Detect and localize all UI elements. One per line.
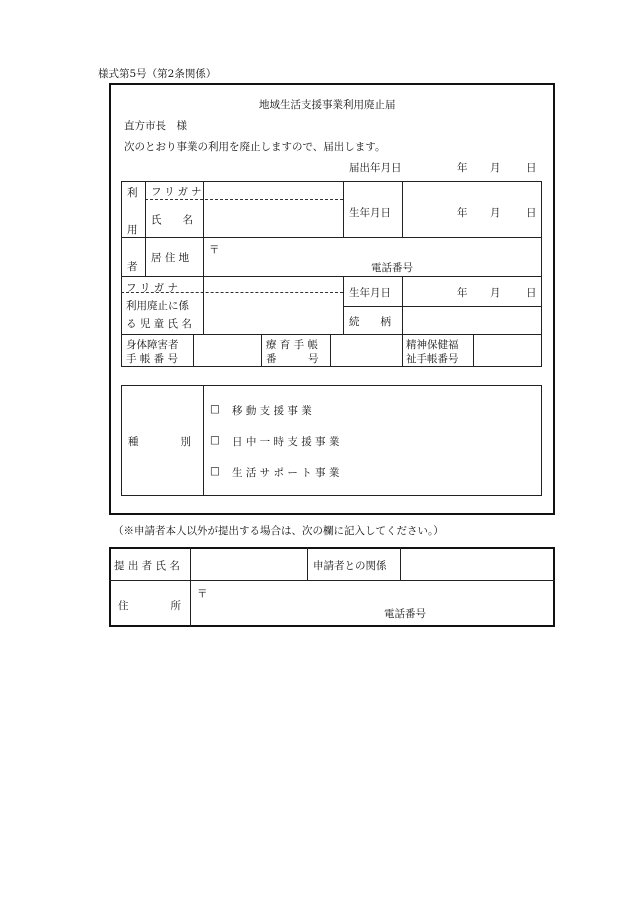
submission-date-day[interactable]: 日 — [526, 162, 537, 174]
submitter-name-input[interactable] — [191, 548, 307, 580]
physical-card-number-input[interactable] — [194, 335, 261, 367]
mental-card-label-line1: 精神保健福 — [406, 339, 459, 351]
user-group-char-3: 者 — [127, 261, 138, 273]
child-birth-label: 生年月日 — [349, 287, 391, 299]
addressee: 直方市長 様 — [124, 120, 187, 132]
child-birth-year[interactable]: 年 — [457, 287, 468, 299]
service-checkbox-2[interactable]: □ — [210, 434, 220, 446]
child-birth-month[interactable]: 月 — [490, 287, 501, 299]
service-checkbox-3[interactable]: □ — [210, 465, 220, 477]
physical-card-label-line2: 手 帳 番 号 — [126, 353, 179, 365]
child-relation-input[interactable] — [403, 307, 542, 334]
child-name-input[interactable] — [204, 293, 343, 334]
submitter-relation-label: 申請者との関係 — [313, 560, 387, 572]
submitter-phone-label: 電話番号 — [384, 608, 426, 620]
form-number-label: 様式第5号（第2条関係） — [98, 68, 217, 80]
child-furigana-label: フ リ ガ ナ — [126, 282, 179, 294]
user-name-label: 氏 名 — [151, 214, 193, 226]
child-name-label-line2: る 児 童 氏 名 — [126, 318, 192, 330]
child-relation-label: 続 柄 — [349, 316, 391, 328]
user-birth-month[interactable]: 月 — [490, 207, 501, 219]
service-type-label: 種 別 — [128, 436, 191, 448]
ryoiku-card-number-input[interactable] — [331, 335, 402, 367]
user-group-char-1: 利 — [127, 187, 138, 199]
submission-date-label: 届出年月日 — [349, 162, 402, 174]
user-birth-label: 生年月日 — [349, 207, 391, 219]
submitter-note: （※申請者本人以外が提出する場合は、次の欄に記入してください。） — [113, 525, 444, 537]
submitter-postal-mark: 〒 — [197, 588, 208, 600]
service-checkbox-1[interactable]: □ — [210, 403, 220, 415]
mental-card-label-line2: 祉手帳番号 — [406, 353, 459, 365]
submission-date-month[interactable]: 月 — [490, 162, 501, 174]
ryoiku-card-label-line2: 番 号 — [266, 353, 319, 365]
child-birth-day[interactable]: 日 — [526, 287, 537, 299]
service-option-3: 生 活 サ ポ ー ト 事 業 — [232, 467, 340, 479]
user-group-char-2: 用 — [127, 224, 138, 236]
user-furigana-label: フリガナ — [151, 186, 205, 198]
submitter-name-label: 提 出 者 氏 名 — [114, 560, 180, 572]
physical-card-label-line1: 身体障害者 — [126, 339, 179, 351]
service-option-1: 移 動 支 援 事 業 — [232, 405, 312, 417]
user-birth-day[interactable]: 日 — [526, 207, 537, 219]
service-option-2: 日 中 一 時 支 援 事 業 — [232, 436, 340, 448]
user-furigana-input[interactable] — [204, 182, 343, 199]
submitter-address-label: 住 所 — [118, 600, 181, 612]
intro-text: 次のとおり事業の利用を廃止しますので、届出します。 — [124, 141, 386, 153]
user-address-label: 居 住 地 — [151, 252, 190, 264]
mental-card-number-input[interactable] — [474, 335, 542, 367]
form-title: 地域生活支援事業利用廃止届 — [259, 99, 396, 111]
user-postal-mark: 〒 — [209, 244, 220, 256]
user-name-input[interactable] — [204, 200, 343, 237]
ryoiku-card-label-line1: 療 育 手 帳 — [266, 339, 319, 351]
user-phone-label: 電話番号 — [371, 262, 413, 274]
child-name-label-line1: 利用廃止に係 — [126, 300, 189, 312]
submission-date-year[interactable]: 年 — [457, 162, 468, 174]
user-birth-year[interactable]: 年 — [457, 207, 468, 219]
submitter-relation-input[interactable] — [401, 548, 553, 580]
